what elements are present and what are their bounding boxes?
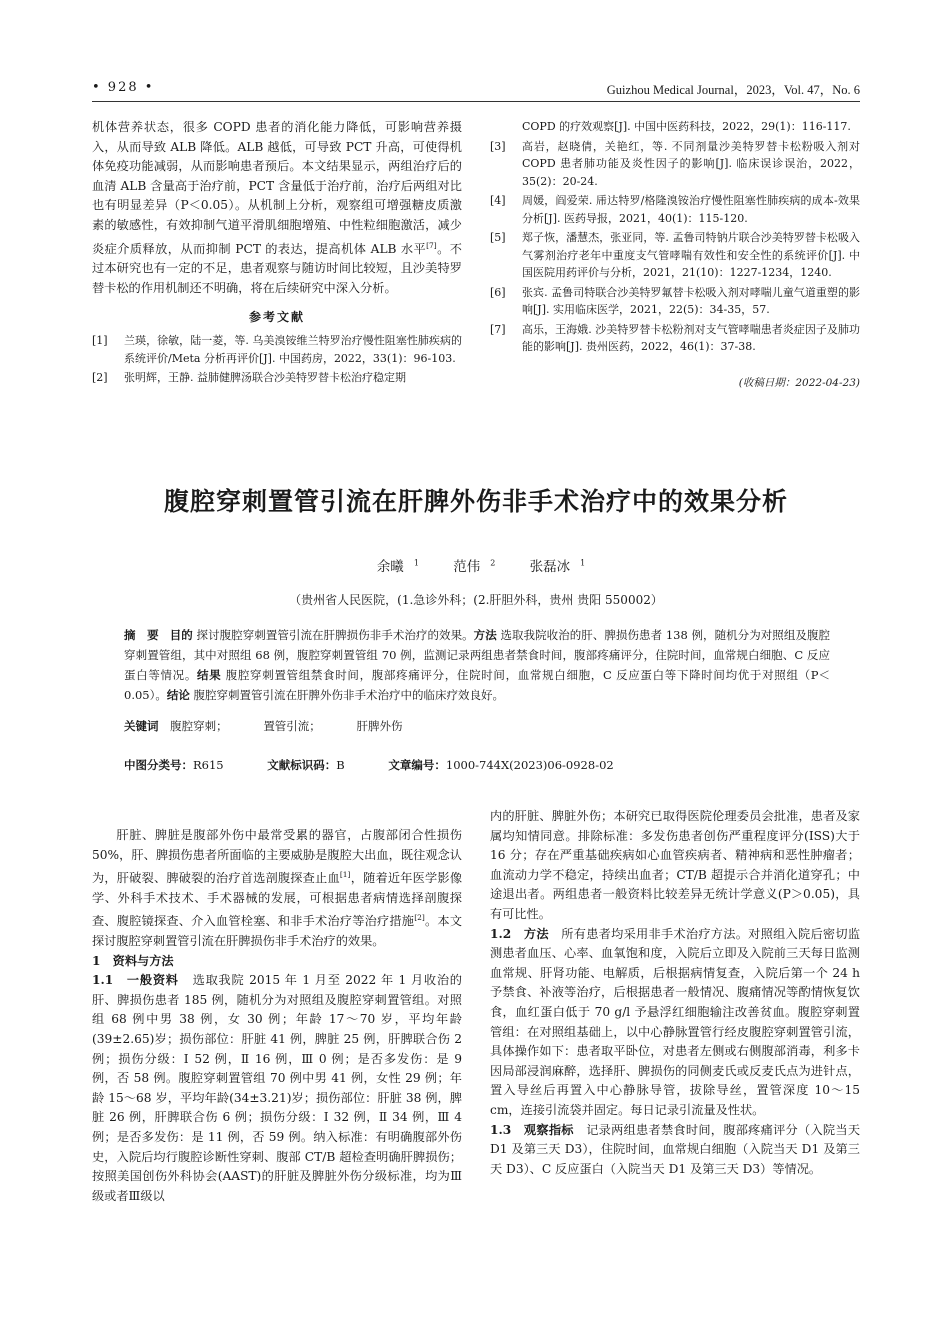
abstract: 摘 要 目的 探讨腹腔穿刺置管引流在肝脾损伤非手术治疗的效果。方法 选取我院收治的肝、脾损伤患者 138 例，随机分为对照组及腹腔穿刺置管组，其中对照组 68 例，腹腔穿刺置管组 70 例，监测记录两组患者禁食时间，腹部疼痛评分，住院时间，血常规白细胞、C 反应蛋白等情况。结果 腹腔穿刺置管组禁食时间，腹部疼痛评分，住院时间，血常规白细胞，C 反应蛋白等下降时间均优于对照组（P＜0.05）。结论 腹腔穿刺置管引流在肝脾外伤非手术治疗中的临床疗效良好。 <box>124 628 831 702</box>
reference-item: [4] 周媛，阎爱荣. 乕达特罗/格隆溴铵治疗慢性阻塞性肺疾病的成本-效果分析[J]. 医药导报，2021，40(1)：115-120. <box>490 194 860 225</box>
section-heading: 1 资料与方法 <box>92 953 174 968</box>
prev-article-left-column <box>92 118 462 389</box>
classification-line: 中图分类号：R615 文献标识码：B 文章编号：1000-744X(2023)06-0928-02 <box>124 758 614 772</box>
keyword: 肝脾外伤 <box>356 719 403 733</box>
affiliation: （贵州省人民医院，(1.急诊外科；(2.肝胆外科，贵州 贵阳 550002） <box>289 593 663 607</box>
citation-mark: [7] <box>426 240 437 250</box>
article-title: 腹腔穿刺置管引流在肝脾外伤非手术治疗中的效果分析 <box>163 487 788 516</box>
received-date: (收稿日期：2022-04-23) <box>738 376 860 389</box>
body-left-column <box>92 826 462 1206</box>
journal-header: Guizhou Medical Journal，2023，Vol. 47，No. 6 <box>606 83 860 97</box>
author: 范伟 $^2$ <box>453 558 496 575</box>
intro-paragraph: 肝脏、脾脏是腹部外伤中最常受累的器官，占腹部闭合性损伤 50%，肝、脾损伤患者所面临的主要威胁是腹腔大出血，既往观念认为，肝破裂、脾破裂的治疗首选剖腹探查止血[1]，随着近年医学影像学、外科手术技术、手术器械的发展，可根据患者病情选择剖腹探查、腹腔镜探查、介入血管栓塞、和非手术治疗等治疗措施[2]。本文探讨腹腔穿刺置管引流在肝脾损伤非手术治疗的效果。 <box>92 828 463 949</box>
header-rule <box>92 101 860 102</box>
reference-item: [6] 张宾. 孟鲁司特联合沙美特罗氟替卡松吸入剂对哮喘儿童气道重塑的影响[J]. 实用临床医学，2021，22(5)：34-35，57. <box>490 285 860 316</box>
reference-item: [1] 兰瑛，徐敏，陆一菱，等. 乌美溴铵维兰特罗治疗慢性阻塞性肺疾病的系统评价/Meta 分析再评价[J]. 中国药房，2022，33(1)：96-103. <box>92 334 462 365</box>
section-1-2: 1.2 方法 所有患者均采用非手术治疗方法。对照组入院后密切监测患者血压、心率、血氧饱和度，入院后立即及入院前三天每日监测血常规、肝肾功能、电解质，后根据病情复查，入院后第一个 24 h 予禁食、补液等治疗，后根据患者一般情况、腹痛情况等酌情恢复饮食，血红蛋白低于 70 g/l 予悬浮红细胞输注改善贫血。腹腔穿刺置管组：在对照组基础上，以中心静脉置管行经皮腹腔穿刺置管引流，具体操作如下：患者取平卧位，对患者左侧或右侧腹部消毒，利多卡因局部浸润麻醉，选择肝、脾损伤的同侧麦氏或反麦氏点为进针点，置入导丝后再置入中心静脉导管，拔除导丝，置管深度 10～15 cm，连接引流袋并固定。每日记录引流量及性状。 <box>490 926 861 1117</box>
abstract-label: 摘 要 <box>124 628 159 642</box>
author: 张磊冰 $^1$ <box>529 558 586 575</box>
section-1-3: 1.3 观察指标 记录两组患者禁食时间，腹部疼痛评分（入院当天 D1 及第三天 D3），住院时间，血常规白细胞（入院当天 D1 及第三天 D3）、C 反应蛋白（入院当天 D1 及第三天 D3）等情况。 <box>490 1122 861 1176</box>
author-list <box>92 555 860 575</box>
reference-item-continued: COPD 的疗效观察[J]. 中国中医药科技，2022，29(1)：116-117. <box>522 120 851 133</box>
prev-article-right-column <box>490 118 860 393</box>
keyword: 置管引流； <box>263 719 321 733</box>
section-1-1-continued: 内的肝脏、脾脏外伤；本研究已取得医院伦理委员会批准，患者及家属均知情同意。排除标准：多发伤患者创伤严重程度评分(ISS)大于 16 分；存在严重基础疾病如心血管疾病者、精神病和恶性肿瘤者；血流动力学不稳定，持续出血者；CT/B 超提示合并消化道穿孔；中途退出者。两组患者一般资料比较差异无统计学意义(P＞0.05)，具有可比性。 <box>490 809 860 921</box>
reference-item: [2] 张明辉，王静. 益肺健脾汤联合沙美特罗替卡松治疗稳定期 <box>92 371 406 384</box>
body-right-column <box>490 807 860 1179</box>
section-1-1: 1.1 一般资料 选取我院 2015 年 1 月至 2022 年 1 月收治的肝、脾损伤患者 185 例，随机分为对照组及腹腔穿刺置管组。对照组 68 例中男 38 例，女 30 例；年龄 17～70 岁，平均年龄(39±2.65)岁；损伤部位：肝脏 41 例，脾脏 25 例，肝脾联合伤 2 例；损伤分级：Ⅰ 52 例，Ⅱ 16 例，Ⅲ 0 例；是否多发伤：是 9 例，否 58 例。腹腔穿刺置管组 70 例中男 41 例，女性 29 例；年龄 15～68 岁，平均年龄(34±3.21)岁；损伤部位：肝脏 38 例，脾脏 26 例，肝脾联合伤 6 例；损伤分级：Ⅰ 32 例，Ⅱ 34 例，Ⅲ 4 例；是否多发伤：是 11 例，否 59 例。纳入标准：有明确腹部外伤史，入院后均行腹腔诊断性穿刺、腹部 CT/B 超检查明确肝脾损伤；按照美国创伤外科协会(AAST)的肝脏及脾脏外伤分级标准，均为Ⅲ级或者Ⅲ级以 <box>92 973 462 1203</box>
reference-item: [7] 高乐，王海娥. 沙美特罗替卡松粉剂对支气管哮喘患者炎症因子及肺功能的影响[J]. 贵州医药，2022，46(1)：37-38. <box>490 322 860 353</box>
reference-item: [5] 郑子恢，潘慧杰，张亚同，等. 孟鲁司特钠片联合沙美特罗替卡松吸入气雾剂治疗老年中重度支气管哮喘有效性和安全性的系统评价[J]. 中国医院用药评价与分析，2021，21(10)：1227-1234，1240. <box>490 231 860 279</box>
references-heading: 参考文献 <box>248 310 305 325</box>
keyword: 腹腔穿刺； <box>170 719 228 733</box>
page-number: • 928 • <box>92 80 155 95</box>
prev-article-paragraph: 机体营养状态，很多 COPD 患者的消化能力降低，可影响营养摄入，从而导致 ALB 降低。ALB 越低，可导致 PCT 升高，可使得机体免疫功能减弱，从而影响患者预后。本文结果显示，两组治疗后的血清 ALB 含量高于治疗前，PCT 含量低于治疗前，治疗后两组对比也有明显差异（P＜0.05）。从机制上分析，观察组可增强糖皮质激素的敏感性，有效抑制气道平滑肌细胞增殖、中性粒细胞激活，减少炎症介质释放，从而抑制 PCT 的表达，提高机体 ALB 水平[7]。不过本研究也有一定的不足，患者观察与随访时间比较短，且沙美特罗替卡松的作用机制还不明确，将在后续研究中深入分析。 <box>92 120 462 295</box>
keywords: 关键词 腹腔穿刺； 置管引流； 肝脾外伤 <box>124 719 403 733</box>
author: 余曦 $^1$ <box>376 558 419 575</box>
reference-item: [3] 高岩，赵晓倩，关艳红，等. 不同剂量沙美特罗替卡松粉吸入剂对 COPD 患者肺功能及炎性因子的影响[J]. 临床误诊误治，2022，35(2)：20-24. <box>490 139 860 188</box>
